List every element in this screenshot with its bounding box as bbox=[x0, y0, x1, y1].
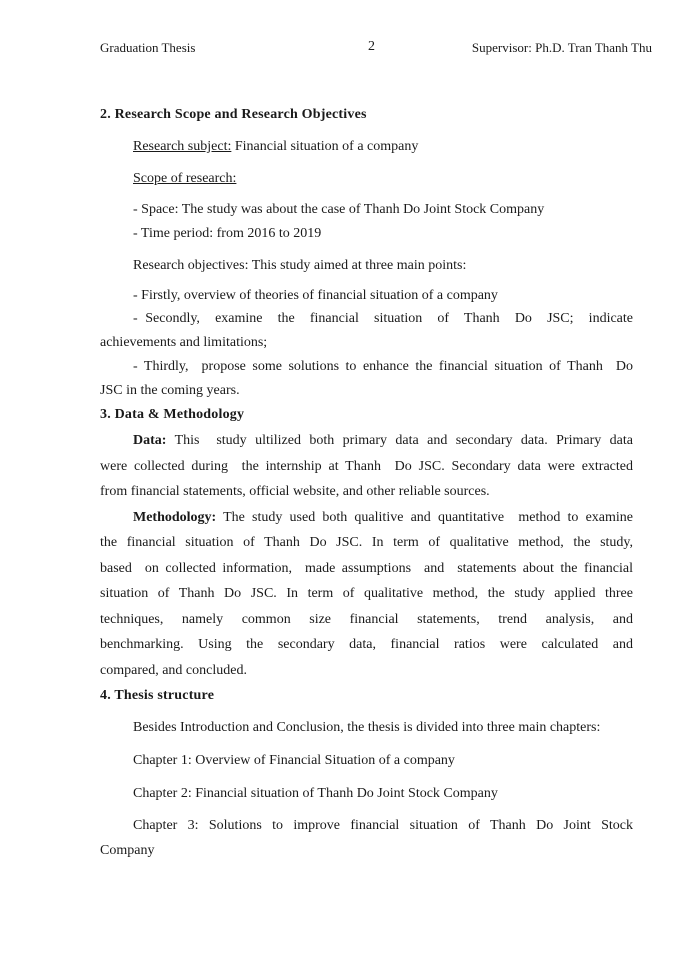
chapter-3-line1-text: Chapter 3: Solutions to improve financial situation of Thanh Do Joint Stock bbox=[133, 818, 633, 833]
scope-space: - Space: The study was about the case of Thanh Do Joint Stock Company bbox=[133, 202, 545, 217]
data-paragraph-line1 bbox=[133, 433, 633, 449]
thesis-structure-intro: Besides Introduction and Conclusion, the thesis is divided into three main chapters: bbox=[133, 720, 601, 735]
objective-thirdly-line1-text: - Thirdly, propose some solutions to enhance the financial situation of Thanh Do bbox=[133, 359, 633, 374]
data-label: Data: bbox=[133, 433, 167, 448]
objective-thirdly-line1 bbox=[133, 359, 633, 375]
method-line5-text: techniques, namely common size financial statements, trend analysis, and bbox=[100, 612, 633, 627]
objective-secondly-line2: achievements and limitations; bbox=[100, 335, 268, 350]
method-line6-text: benchmarking. Using the secondary data, financial ratios were calculated and bbox=[100, 637, 633, 652]
method-paragraph-line3 bbox=[100, 561, 633, 577]
method-paragraph-line6 bbox=[100, 637, 633, 653]
data-paragraph-line3: from financial statements, official website, and other reliable sources. bbox=[100, 484, 490, 499]
data-line1-text: This study ultilized both primary data and secondary data. Primary data bbox=[166, 433, 633, 448]
method-paragraph-line4 bbox=[100, 586, 633, 602]
section-2-heading: 2. Research Scope and Research Objectives bbox=[100, 107, 367, 122]
method-line4-text: situation of Thanh Do JSC. In term of qualitative method, the study applied three bbox=[100, 586, 633, 601]
objective-thirdly-line2: JSC in the coming years. bbox=[100, 383, 240, 398]
scope-label: Scope of research: bbox=[133, 171, 237, 186]
method-paragraph-line1 bbox=[133, 510, 633, 526]
research-subject-text: Financial situation of a company bbox=[231, 139, 419, 154]
header-right-text: Supervisor: Ph.D. Tran Thanh Thu bbox=[471, 40, 652, 55]
chapter-3-line2: Company bbox=[100, 843, 155, 858]
research-subject-line bbox=[133, 139, 418, 155]
method-line3-text: based on collected information, made assumptions and statements about the financial bbox=[100, 561, 633, 576]
page-number: 2 bbox=[368, 39, 375, 54]
objective-firstly: - Firstly, overview of theories of financial situation of a company bbox=[133, 288, 498, 303]
data-line2-text: were collected during the internship at Thanh Do JSC. Secondary data were extracted bbox=[100, 459, 633, 474]
chapter-3-line1 bbox=[133, 818, 633, 834]
scope-time: - Time period: from 2016 to 2019 bbox=[133, 226, 322, 241]
method-line2-text: the financial situation of Thanh Do JSC. In term of qualitative method, the study, bbox=[100, 535, 633, 550]
method-paragraph-line5 bbox=[100, 612, 633, 628]
objective-secondly-line1-text: - Secondly, examine the financial situation of Thanh Do JSC; indicate bbox=[133, 311, 633, 326]
chapter-2: Chapter 2: Financial situation of Thanh Do Joint Stock Company bbox=[133, 786, 498, 801]
method-paragraph-line7: compared, and concluded. bbox=[100, 663, 247, 678]
section-4-heading: 4. Thesis structure bbox=[100, 688, 215, 703]
methodology-label: Methodology: bbox=[133, 510, 217, 525]
objective-secondly-line1 bbox=[133, 311, 633, 327]
chapter-1: Chapter 1: Overview of Financial Situation of a company bbox=[133, 753, 455, 768]
section-3-heading: 3. Data & Methodology bbox=[100, 407, 245, 422]
research-subject-label: Research subject: bbox=[133, 139, 232, 154]
method-line1-text: The study used both qualitive and quantitative method to examine bbox=[216, 510, 633, 525]
page-header bbox=[100, 40, 652, 60]
header-left-text: Graduation Thesis bbox=[100, 40, 196, 55]
data-paragraph-line2 bbox=[100, 459, 633, 475]
method-paragraph-line2 bbox=[100, 535, 633, 551]
objectives-intro: Research objectives: This study aimed at three main points: bbox=[133, 258, 467, 273]
